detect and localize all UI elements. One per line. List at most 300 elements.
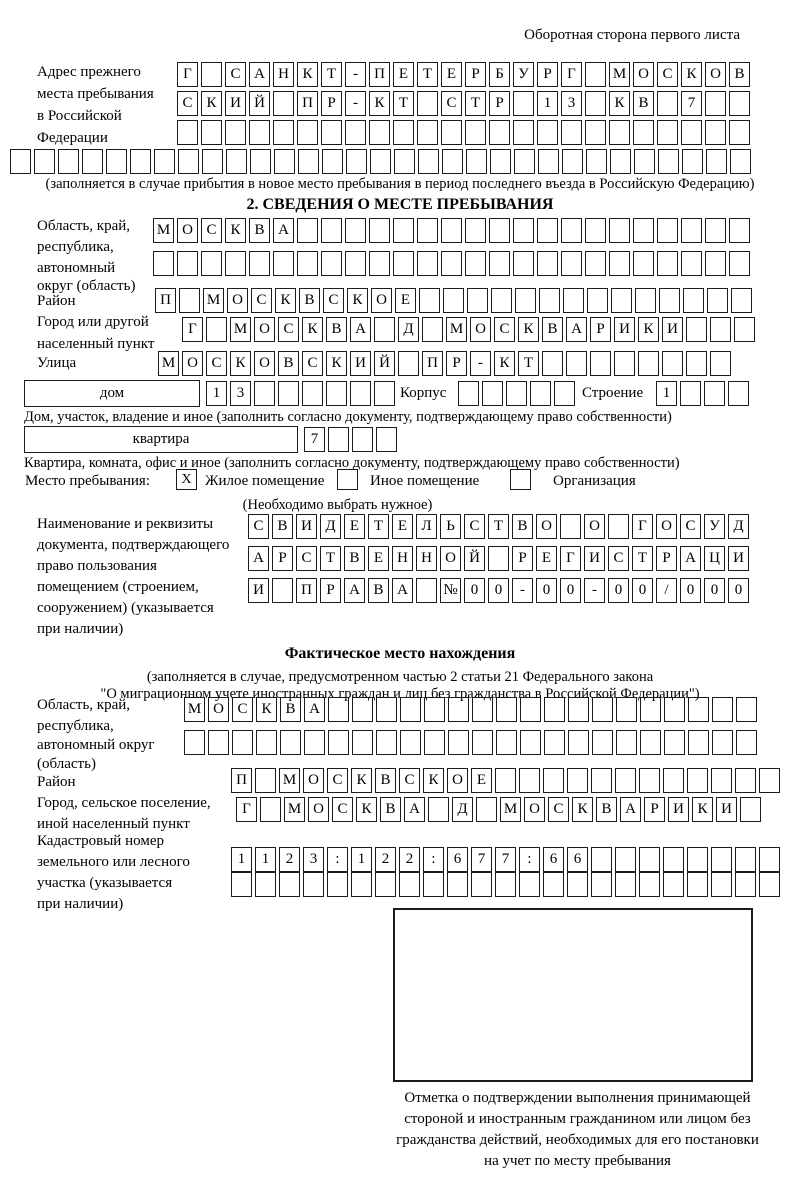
char-cell bbox=[177, 251, 198, 276]
char-cell bbox=[424, 697, 445, 722]
char-cell bbox=[759, 872, 780, 897]
char-cell bbox=[206, 317, 227, 342]
char-cell: Ь bbox=[440, 514, 461, 539]
char-cell: П bbox=[422, 351, 443, 376]
house-label-box: дом bbox=[24, 380, 200, 407]
char-cell: К bbox=[356, 797, 377, 822]
char-cell bbox=[615, 872, 636, 897]
char-cell: 0 bbox=[488, 578, 509, 603]
char-cell: Д bbox=[320, 514, 341, 539]
char-cell bbox=[489, 120, 510, 145]
prev-address-note: (заполняется в случае прибытия в новое место пребывания в период последнего въезда в Российскую Федерацию) bbox=[45, 176, 755, 192]
char-cell bbox=[734, 317, 755, 342]
char-cell: Г bbox=[236, 797, 257, 822]
doc-label-line: Наименование и реквизиты bbox=[37, 516, 214, 532]
char-cell: Т bbox=[488, 514, 509, 539]
char-cell: К bbox=[230, 351, 251, 376]
char-cell: 0 bbox=[560, 578, 581, 603]
char-cell bbox=[496, 697, 517, 722]
char-cell: 0 bbox=[728, 578, 749, 603]
char-cell bbox=[321, 218, 342, 243]
char-cell bbox=[682, 149, 703, 174]
char-cell bbox=[687, 768, 708, 793]
stamp-note-line: стороной и иностранным гражданином или лицом без bbox=[404, 1111, 751, 1127]
char-cell bbox=[609, 218, 630, 243]
char-cell bbox=[566, 351, 587, 376]
char-cell: В bbox=[375, 768, 396, 793]
char-cell bbox=[374, 381, 395, 406]
char-cell bbox=[542, 351, 563, 376]
char-cell bbox=[663, 847, 684, 872]
char-cell bbox=[520, 730, 541, 755]
char-cell bbox=[681, 120, 702, 145]
char-cell bbox=[398, 351, 419, 376]
char-cell bbox=[489, 218, 510, 243]
char-cell: В bbox=[512, 514, 533, 539]
char-cell: С bbox=[608, 546, 629, 571]
char-cell bbox=[640, 697, 661, 722]
char-cell bbox=[400, 697, 421, 722]
char-cell bbox=[417, 120, 438, 145]
char-cell bbox=[442, 149, 463, 174]
char-cell bbox=[232, 730, 253, 755]
char-cell: Л bbox=[416, 514, 437, 539]
char-cell bbox=[178, 149, 199, 174]
char-cell bbox=[489, 251, 510, 276]
char-cell: 2 bbox=[399, 847, 420, 872]
char-cell bbox=[419, 288, 440, 313]
char-cell bbox=[352, 730, 373, 755]
s2-city-row bbox=[182, 317, 758, 342]
char-cell bbox=[688, 730, 709, 755]
char-cell bbox=[321, 120, 342, 145]
char-cell bbox=[591, 768, 612, 793]
char-cell: К bbox=[201, 91, 222, 116]
char-cell: - bbox=[345, 62, 366, 87]
char-cell bbox=[249, 120, 270, 145]
char-cell: В bbox=[249, 218, 270, 243]
char-cell bbox=[633, 218, 654, 243]
flat-note: Квартира, комната, офис и иное (заполнить согласно документу, подтверждающему право собственности) bbox=[24, 455, 680, 471]
char-cell: М bbox=[153, 218, 174, 243]
char-cell bbox=[424, 730, 445, 755]
char-cell: К bbox=[275, 288, 296, 313]
char-cell bbox=[400, 730, 421, 755]
char-cell: П bbox=[369, 62, 390, 87]
prev-address-label-line: в Российской bbox=[37, 108, 122, 124]
prev-address-row-4 bbox=[10, 149, 754, 174]
char-cell bbox=[255, 768, 276, 793]
char-cell: О bbox=[584, 514, 605, 539]
section3-title: Фактическое место нахождения bbox=[284, 645, 516, 662]
s3-region-label-line: (область) bbox=[37, 756, 96, 772]
char-cell: Г bbox=[632, 514, 653, 539]
char-cell bbox=[736, 730, 757, 755]
s2-region-label-line: республика, bbox=[37, 239, 114, 255]
char-cell bbox=[488, 546, 509, 571]
char-cell bbox=[417, 251, 438, 276]
char-cell bbox=[472, 697, 493, 722]
char-cell: А bbox=[680, 546, 701, 571]
char-cell: - bbox=[512, 578, 533, 603]
char-cell: О bbox=[303, 768, 324, 793]
char-cell bbox=[328, 697, 349, 722]
char-cell: Е bbox=[344, 514, 365, 539]
char-cell bbox=[586, 149, 607, 174]
char-cell bbox=[249, 251, 270, 276]
char-cell bbox=[256, 730, 277, 755]
char-cell: И bbox=[248, 578, 269, 603]
char-cell bbox=[633, 120, 654, 145]
char-cell bbox=[639, 768, 660, 793]
char-cell: Й bbox=[464, 546, 485, 571]
char-cell: Е bbox=[471, 768, 492, 793]
char-cell bbox=[712, 730, 733, 755]
char-cell bbox=[297, 251, 318, 276]
char-cell: Р bbox=[590, 317, 611, 342]
char-cell bbox=[657, 91, 678, 116]
char-cell bbox=[279, 872, 300, 897]
char-cell bbox=[609, 120, 630, 145]
char-cell bbox=[467, 288, 488, 313]
checkbox-organization bbox=[510, 469, 531, 490]
doc-row-3 bbox=[248, 578, 752, 603]
char-cell: О bbox=[208, 697, 229, 722]
char-cell bbox=[634, 149, 655, 174]
char-cell: Г bbox=[561, 62, 582, 87]
char-cell bbox=[729, 120, 750, 145]
char-cell bbox=[562, 149, 583, 174]
char-cell bbox=[568, 697, 589, 722]
char-cell bbox=[350, 381, 371, 406]
char-cell bbox=[376, 697, 397, 722]
char-cell bbox=[326, 381, 347, 406]
char-cell: С bbox=[177, 91, 198, 116]
char-cell: О bbox=[177, 218, 198, 243]
char-cell: И bbox=[296, 514, 317, 539]
s3-region-row-1 bbox=[184, 697, 760, 722]
char-cell: 6 bbox=[543, 847, 564, 872]
char-cell: К bbox=[347, 288, 368, 313]
doc-label-line: при наличии) bbox=[37, 621, 124, 637]
char-cell bbox=[416, 578, 437, 603]
char-cell bbox=[490, 149, 511, 174]
stroenie-row bbox=[656, 381, 752, 406]
char-cell bbox=[520, 697, 541, 722]
char-cell bbox=[539, 288, 560, 313]
char-cell: Т bbox=[320, 546, 341, 571]
char-cell bbox=[201, 251, 222, 276]
char-cell bbox=[686, 351, 707, 376]
char-cell bbox=[58, 149, 79, 174]
char-cell: О bbox=[633, 62, 654, 87]
stamp-note-line: Отметка о подтверждении выполнения принимающей bbox=[404, 1090, 751, 1106]
char-cell bbox=[369, 251, 390, 276]
char-cell: 3 bbox=[561, 91, 582, 116]
char-cell bbox=[130, 149, 151, 174]
char-cell: В bbox=[596, 797, 617, 822]
char-cell: 0 bbox=[680, 578, 701, 603]
s3-city-label-line: Город, сельское поселение, bbox=[37, 795, 211, 811]
char-cell: 0 bbox=[608, 578, 629, 603]
char-cell: № bbox=[440, 578, 461, 603]
char-cell: С bbox=[248, 514, 269, 539]
char-cell bbox=[537, 251, 558, 276]
char-cell bbox=[560, 514, 581, 539]
char-cell bbox=[590, 351, 611, 376]
char-cell bbox=[519, 872, 540, 897]
char-cell: П bbox=[296, 578, 317, 603]
char-cell: Т bbox=[393, 91, 414, 116]
char-cell bbox=[260, 797, 281, 822]
char-cell: О bbox=[470, 317, 491, 342]
char-cell bbox=[273, 120, 294, 145]
char-cell bbox=[515, 288, 536, 313]
char-cell: Р bbox=[489, 91, 510, 116]
char-cell bbox=[710, 317, 731, 342]
char-cell bbox=[662, 351, 683, 376]
prev-address-label-line: места пребывания bbox=[37, 86, 154, 102]
char-cell: О bbox=[182, 351, 203, 376]
char-cell: С bbox=[494, 317, 515, 342]
char-cell: П bbox=[155, 288, 176, 313]
char-cell: О bbox=[254, 317, 275, 342]
char-cell: / bbox=[656, 578, 677, 603]
char-cell: К bbox=[302, 317, 323, 342]
s2-district-row bbox=[155, 288, 755, 313]
char-cell bbox=[304, 730, 325, 755]
char-cell bbox=[273, 251, 294, 276]
char-cell bbox=[554, 381, 575, 406]
char-cell: Т bbox=[518, 351, 539, 376]
char-cell bbox=[278, 381, 299, 406]
s3-region-label-line: Область, край, bbox=[37, 697, 131, 713]
char-cell bbox=[587, 288, 608, 313]
char-cell: Е bbox=[536, 546, 557, 571]
s3-region-label-line: автономный округ bbox=[37, 737, 155, 753]
char-cell: А bbox=[304, 697, 325, 722]
char-cell bbox=[537, 218, 558, 243]
char-cell bbox=[657, 218, 678, 243]
char-cell bbox=[352, 697, 373, 722]
char-cell bbox=[274, 149, 295, 174]
char-cell: К bbox=[518, 317, 539, 342]
char-cell bbox=[592, 730, 613, 755]
char-cell bbox=[495, 872, 516, 897]
char-cell: А bbox=[392, 578, 413, 603]
char-cell bbox=[585, 120, 606, 145]
char-cell: Г bbox=[177, 62, 198, 87]
char-cell bbox=[664, 730, 685, 755]
char-cell bbox=[683, 288, 704, 313]
char-cell bbox=[154, 149, 175, 174]
s3-city-row bbox=[236, 797, 764, 822]
char-cell bbox=[448, 730, 469, 755]
char-cell: Й bbox=[249, 91, 270, 116]
prev-address-label-line: Федерации bbox=[37, 130, 108, 146]
cadastre-label-line: земельного или лесного bbox=[37, 854, 190, 870]
char-cell bbox=[537, 120, 558, 145]
char-cell: 7 bbox=[304, 427, 325, 452]
char-cell: Г bbox=[182, 317, 203, 342]
char-cell: В bbox=[542, 317, 563, 342]
char-cell bbox=[608, 514, 629, 539]
char-cell: М bbox=[446, 317, 467, 342]
char-cell: О bbox=[254, 351, 275, 376]
char-cell: С bbox=[206, 351, 227, 376]
char-cell: С bbox=[548, 797, 569, 822]
s2-street-row bbox=[158, 351, 734, 376]
doc-label-line: документа, подтверждающего bbox=[37, 537, 230, 553]
char-cell: А bbox=[404, 797, 425, 822]
char-cell: 0 bbox=[536, 578, 557, 603]
char-cell bbox=[417, 91, 438, 116]
char-cell bbox=[297, 120, 318, 145]
char-cell: С bbox=[232, 697, 253, 722]
char-cell: С bbox=[251, 288, 272, 313]
prev-address-row-1 bbox=[177, 62, 753, 87]
char-cell bbox=[177, 120, 198, 145]
flat-number-row bbox=[304, 427, 400, 452]
char-cell bbox=[374, 317, 395, 342]
char-cell: Р bbox=[512, 546, 533, 571]
char-cell bbox=[635, 288, 656, 313]
char-cell bbox=[369, 120, 390, 145]
char-cell bbox=[345, 120, 366, 145]
char-cell bbox=[225, 120, 246, 145]
checkbox-other-premises bbox=[337, 469, 358, 490]
char-cell: П bbox=[297, 91, 318, 116]
char-cell: В bbox=[368, 578, 389, 603]
char-cell: А bbox=[566, 317, 587, 342]
char-cell bbox=[705, 218, 726, 243]
char-cell bbox=[513, 120, 534, 145]
char-cell bbox=[735, 872, 756, 897]
char-cell: Ц bbox=[704, 546, 725, 571]
cadastre-row-2 bbox=[231, 872, 783, 897]
char-cell: С bbox=[201, 218, 222, 243]
char-cell bbox=[705, 251, 726, 276]
char-cell bbox=[563, 288, 584, 313]
char-cell: С bbox=[302, 351, 323, 376]
char-cell: С bbox=[327, 768, 348, 793]
section3-note-line1: (заполняется в случае, предусмотренном частью 2 статьи 21 Федерального закона bbox=[146, 669, 654, 685]
char-cell: К bbox=[423, 768, 444, 793]
char-cell bbox=[705, 91, 726, 116]
char-cell bbox=[375, 872, 396, 897]
char-cell: М bbox=[230, 317, 251, 342]
char-cell: О bbox=[524, 797, 545, 822]
char-cell bbox=[659, 288, 680, 313]
char-cell bbox=[657, 120, 678, 145]
char-cell: 1 bbox=[231, 847, 252, 872]
doc-row-1 bbox=[248, 514, 752, 539]
char-cell: И bbox=[716, 797, 737, 822]
char-cell: Б bbox=[489, 62, 510, 87]
s2-district-label: Район bbox=[37, 293, 76, 309]
char-cell: О bbox=[705, 62, 726, 87]
char-cell bbox=[681, 218, 702, 243]
char-cell: Р bbox=[272, 546, 293, 571]
char-cell bbox=[393, 218, 414, 243]
char-cell: И bbox=[225, 91, 246, 116]
char-cell bbox=[226, 149, 247, 174]
char-cell bbox=[614, 351, 635, 376]
char-cell: О bbox=[440, 546, 461, 571]
char-cell bbox=[561, 120, 582, 145]
char-cell: 1 bbox=[206, 381, 227, 406]
char-cell bbox=[351, 872, 372, 897]
char-cell bbox=[735, 768, 756, 793]
char-cell: И bbox=[584, 546, 605, 571]
char-cell bbox=[491, 288, 512, 313]
char-cell: С bbox=[278, 317, 299, 342]
char-cell bbox=[687, 872, 708, 897]
s2-street-label: Улица bbox=[37, 355, 77, 371]
char-cell bbox=[759, 768, 780, 793]
char-cell bbox=[658, 149, 679, 174]
char-cell: В bbox=[272, 514, 293, 539]
char-cell bbox=[506, 381, 527, 406]
char-cell bbox=[610, 149, 631, 174]
char-cell bbox=[376, 730, 397, 755]
char-cell bbox=[638, 351, 659, 376]
char-cell bbox=[202, 149, 223, 174]
char-cell bbox=[759, 847, 780, 872]
char-cell: У bbox=[513, 62, 534, 87]
s2-region-label-line: округ (область) bbox=[37, 278, 136, 294]
char-cell: О bbox=[308, 797, 329, 822]
char-cell: К bbox=[351, 768, 372, 793]
char-cell: 0 bbox=[632, 578, 653, 603]
char-cell: К bbox=[692, 797, 713, 822]
char-cell: : bbox=[423, 847, 444, 872]
char-cell: А bbox=[273, 218, 294, 243]
char-cell: 3 bbox=[230, 381, 251, 406]
s3-district-row bbox=[231, 768, 783, 793]
char-cell bbox=[514, 149, 535, 174]
char-cell: Д bbox=[398, 317, 419, 342]
char-cell bbox=[10, 149, 31, 174]
stamp-note-line: на учет по месту пребывания bbox=[484, 1153, 671, 1169]
char-cell bbox=[466, 149, 487, 174]
char-cell bbox=[370, 149, 391, 174]
char-cell bbox=[513, 218, 534, 243]
char-cell: - bbox=[345, 91, 366, 116]
korpus-label: Корпус bbox=[400, 385, 447, 401]
char-cell bbox=[302, 381, 323, 406]
char-cell: 1 bbox=[351, 847, 372, 872]
stay-type-label: Место пребывания: bbox=[25, 473, 150, 489]
char-cell: Д bbox=[728, 514, 749, 539]
char-cell bbox=[369, 218, 390, 243]
char-cell: Н bbox=[392, 546, 413, 571]
section2-title: 2. СВЕДЕНИЯ О МЕСТЕ ПРЕБЫВАНИЯ bbox=[246, 196, 554, 213]
char-cell: С bbox=[332, 797, 353, 822]
char-cell bbox=[82, 149, 103, 174]
char-cell bbox=[615, 768, 636, 793]
char-cell bbox=[664, 697, 685, 722]
page-side-note: Оборотная сторона первого листа bbox=[524, 27, 740, 43]
char-cell bbox=[663, 872, 684, 897]
char-cell bbox=[447, 872, 468, 897]
char-cell: : bbox=[327, 847, 348, 872]
doc-label-line: помещением (строением, bbox=[37, 579, 199, 595]
char-cell: 7 bbox=[495, 847, 516, 872]
char-cell bbox=[472, 730, 493, 755]
char-cell: В bbox=[729, 62, 750, 87]
char-cell bbox=[443, 288, 464, 313]
